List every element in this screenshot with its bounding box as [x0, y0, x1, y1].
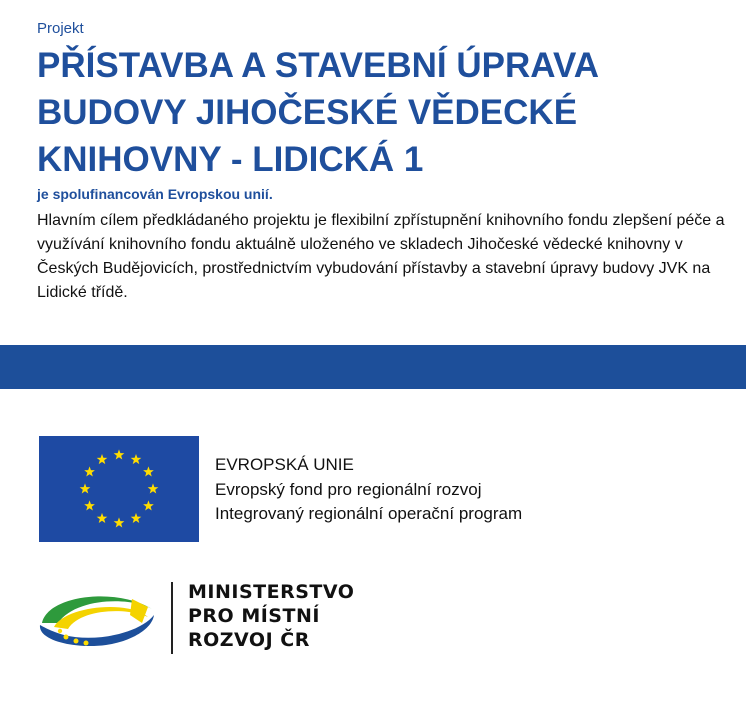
mmr-line-3: ROZVOJ ČR	[188, 629, 310, 651]
mmr-line-1: MINISTERSTVO	[188, 581, 355, 603]
eu-text-block	[215, 453, 522, 527]
eu-programme: Integrovaný regionální operační program	[215, 504, 523, 523]
mmr-text-block	[188, 580, 354, 652]
eu-name: EVROPSKÁ UNIE	[215, 455, 354, 474]
mmr-line-2: PRO MÍSTNÍ	[188, 605, 320, 627]
cofinancing-note: je spolufinancován Evropskou unií.	[37, 186, 273, 202]
project-description: Hlavním cílem předkládaného projektu je flexibilní zpřístupnění knihovního fondu zlepšení péče a využívání knihovního fondu aktuálně uloženého ve skladech Jihočeské vědecké knihovny v Českých Budějovicích, prostřednictvím vybudování přístavby a stavební úpravy budovy JVK na Lidické třídě.	[37, 212, 725, 301]
project-label: Projekt	[37, 20, 84, 37]
eu-flag-icon	[39, 436, 199, 542]
eu-fund: Evropský fond pro regionální rozvoj	[215, 479, 482, 499]
project-title: PŘÍSTAVBA A STAVEBNÍ ÚPRAVA BUDOVY JIHOČESKÉ VĚDECKÉ KNIHOVNY - LIDICKÁ 1	[37, 46, 598, 179]
blue-band	[0, 345, 746, 389]
mmr-logo-icon	[36, 583, 158, 651]
mmr-separator	[171, 582, 173, 654]
